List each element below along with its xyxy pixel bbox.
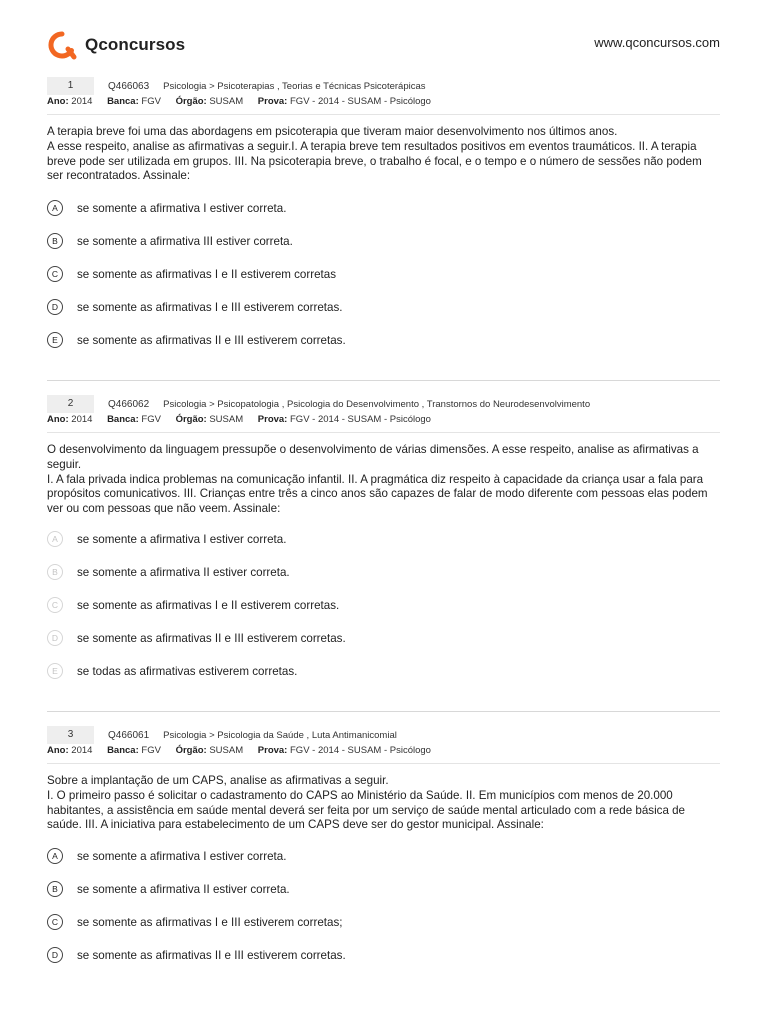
- prova-value: FGV - 2014 - SUSAM - Psicólogo: [290, 414, 431, 425]
- option-letter-circle[interactable]: A: [47, 531, 63, 547]
- option-a[interactable]: [47, 847, 286, 865]
- option-letter-circle[interactable]: B: [47, 564, 63, 580]
- qconcursos-logo-icon: [47, 30, 77, 60]
- option-text: se somente as afirmativas II e III estiverem corretas.: [77, 948, 346, 962]
- option-letter-circle[interactable]: C: [47, 914, 63, 930]
- question-separator: [47, 380, 720, 381]
- ano-label: Ano:: [47, 96, 69, 107]
- option-e[interactable]: [47, 662, 297, 680]
- prova-label: Prova:: [257, 745, 288, 756]
- question-meta-row: [47, 77, 720, 95]
- banca-value: FGV: [141, 96, 161, 107]
- question-info: [47, 96, 431, 107]
- option-text: se somente as afirmativas II e III estiverem corretas.: [77, 333, 346, 347]
- prova-value: FGV - 2014 - SUSAM - Psicólogo: [290, 745, 431, 756]
- option-text: se somente as afirmativas I e II estiverem corretas.: [77, 598, 340, 612]
- option-d[interactable]: [47, 946, 346, 964]
- option-text: se somente as afirmativas I e II estiverem corretas: [77, 267, 337, 281]
- option-text: se somente as afirmativas II e III estiverem corretas.: [77, 631, 346, 645]
- option-text: se somente as afirmativas I e III estiverem corretas.: [77, 300, 343, 314]
- question-number: 2: [47, 395, 94, 413]
- option-a[interactable]: [47, 530, 286, 548]
- option-text: se somente a afirmativa I estiver correta.: [77, 532, 287, 546]
- question-subject-path: Psicologia > Psicopatologia , Psicologia do Desenvolvimento , Transtornos do Neurodesenvolvimento: [163, 398, 591, 410]
- option-text: se somente a afirmativa I estiver correta.: [77, 201, 287, 215]
- option-c[interactable]: [47, 913, 342, 931]
- statement-paragraph: Sobre a implantação de um CAPS, analise as afirmativas a seguir.: [47, 774, 389, 787]
- option-d[interactable]: [47, 629, 346, 647]
- option-e[interactable]: [47, 331, 346, 349]
- option-letter-circle[interactable]: D: [47, 947, 63, 963]
- orgao-value: SUSAM: [209, 96, 244, 107]
- option-letter-circle[interactable]: A: [47, 200, 63, 216]
- option-c[interactable]: [47, 596, 339, 614]
- question-statement: [47, 125, 720, 184]
- ano-value: 2014: [71, 745, 93, 756]
- option-b[interactable]: [47, 880, 290, 898]
- option-b[interactable]: [47, 232, 293, 250]
- orgao-label: Órgão:: [175, 414, 207, 425]
- question-id[interactable]: Q466061: [108, 729, 150, 741]
- option-d[interactable]: [47, 298, 342, 316]
- ano-value: 2014: [71, 414, 93, 425]
- question-meta-row: [47, 726, 720, 744]
- option-letter-circle[interactable]: B: [47, 881, 63, 897]
- prova-label: Prova:: [257, 96, 288, 107]
- option-a[interactable]: [47, 199, 286, 217]
- option-letter-circle[interactable]: E: [47, 663, 63, 679]
- statement-paragraph: I. O primeiro passo é solicitar o cadastramento do CAPS ao Ministério da Saúde. II. Em municípios com menos de 20.000 habitantes, a assistência em saúde mental deverá ser feita por um serviço de saúde mental articulado com a rede básica de saúde. III. A iniciativa para estabelecimento de um CAPS deve ser do gestor municipal. Assinale:: [47, 788, 686, 832]
- question-meta-row: [47, 395, 720, 413]
- question-id[interactable]: Q466063: [108, 80, 150, 92]
- site-url[interactable]: www.qconcursos.com: [594, 35, 720, 50]
- orgao-label: Órgão:: [175, 96, 207, 107]
- option-text: se todas as afirmativas estiverem corretas.: [77, 664, 298, 678]
- option-letter-circle[interactable]: E: [47, 332, 63, 348]
- ano-label: Ano:: [47, 414, 69, 425]
- option-text: se somente a afirmativa I estiver correta.: [77, 849, 287, 863]
- question-info: [47, 745, 431, 756]
- statement-paragraph: A esse respeito, analise as afirmativas a seguir.I. A terapia breve tem resultados positivos em eventos traumáticos. II. A terapia breve pode ser utilizada em grupos. III. Na psicoterapia breve, o trabalho é focal, e o tempo e o número de sessões não podem ser recontratados. Assinale:: [47, 139, 702, 183]
- option-c[interactable]: [47, 265, 336, 283]
- option-letter-circle[interactable]: C: [47, 266, 63, 282]
- divider: [47, 114, 720, 115]
- option-letter-circle[interactable]: B: [47, 233, 63, 249]
- question-subject-path: Psicologia > Psicoterapias , Teorias e Técnicas Psicoterápicas: [163, 80, 426, 92]
- question-1: [47, 77, 720, 367]
- statement-paragraph: A terapia breve foi uma das abordagens em psicoterapia que tiveram maior desenvolvimento nos últimos anos.: [47, 125, 618, 138]
- question-info: [47, 414, 431, 425]
- option-text: se somente as afirmativas I e III estiverem corretas;: [77, 915, 343, 929]
- question-3: [47, 726, 720, 976]
- question-id[interactable]: Q466062: [108, 398, 150, 410]
- question-number: 1: [47, 77, 94, 95]
- option-text: se somente a afirmativa III estiver correta.: [77, 234, 293, 248]
- banca-label: Banca:: [107, 96, 139, 107]
- ano-label: Ano:: [47, 745, 69, 756]
- logo-text: Qconcursos: [85, 35, 186, 54]
- logo[interactable]: [47, 30, 185, 60]
- orgao-value: SUSAM: [209, 745, 244, 756]
- option-text: se somente a afirmativa II estiver correta.: [77, 565, 290, 579]
- option-letter-circle[interactable]: C: [47, 597, 63, 613]
- question-separator: [47, 711, 720, 712]
- question-statement: [47, 443, 720, 517]
- prova-label: Prova:: [257, 414, 288, 425]
- question-subject-path: Psicologia > Psicologia da Saúde , Luta Antimanicomial: [163, 729, 397, 741]
- prova-value: FGV - 2014 - SUSAM - Psicólogo: [290, 96, 431, 107]
- question-statement: [47, 774, 720, 833]
- ano-value: 2014: [71, 96, 93, 107]
- option-letter-circle[interactable]: D: [47, 630, 63, 646]
- page-header: [0, 0, 768, 70]
- banca-label: Banca:: [107, 414, 139, 425]
- option-text: se somente a afirmativa II estiver correta.: [77, 882, 290, 896]
- banca-label: Banca:: [107, 745, 139, 756]
- question-2: [47, 395, 720, 690]
- banca-value: FGV: [141, 745, 161, 756]
- option-letter-circle[interactable]: D: [47, 299, 63, 315]
- divider: [47, 763, 720, 764]
- orgao-label: Órgão:: [175, 745, 207, 756]
- option-b[interactable]: [47, 563, 290, 581]
- statement-paragraph: O desenvolvimento da linguagem pressupõe o desenvolvimento de várias dimensões. A esse respeito, analise as afirmativas a seguir.: [47, 443, 699, 471]
- option-letter-circle[interactable]: A: [47, 848, 63, 864]
- question-number: 3: [47, 726, 94, 744]
- statement-paragraph: I. A fala privada indica problemas na comunicação infantil. II. A pragmática diz respeito à capacidade da criança usar a fala para propósitos comunicativos. III. Crianças entre três a cinco anos são capazes de falar de modo diferente com pessoas elas podem ver ou com pessoas que não veem. Assinale:: [47, 472, 708, 516]
- divider: [47, 432, 720, 433]
- orgao-value: SUSAM: [209, 414, 244, 425]
- banca-value: FGV: [141, 414, 161, 425]
